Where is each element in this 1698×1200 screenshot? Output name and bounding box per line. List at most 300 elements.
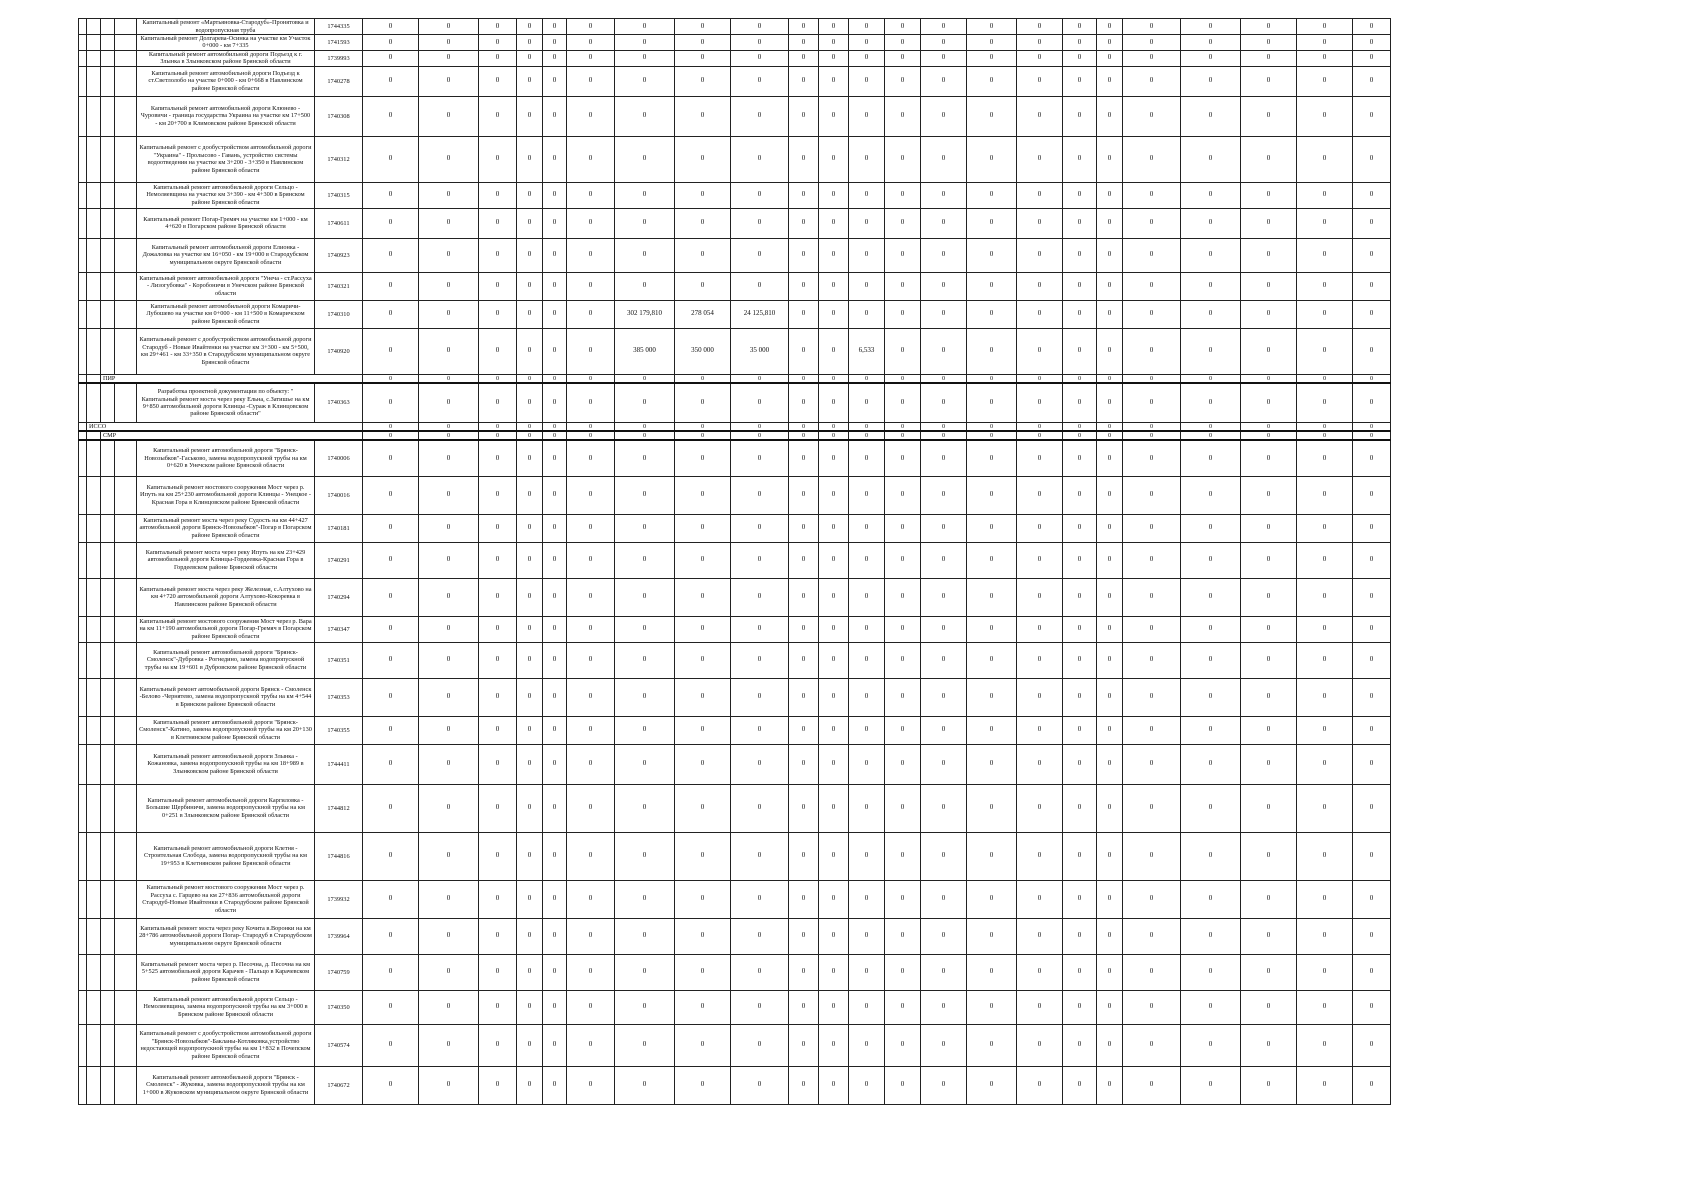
empty-cell [87,328,101,374]
value-cell: 0 [1181,880,1241,918]
value-cell: 0 [849,918,885,954]
value-cell: 0 [479,542,517,578]
value-cell: 0 [849,300,885,328]
value-cell: 0 [1297,1066,1353,1104]
value-cell: 0 [789,514,819,542]
value-cell: 0 [921,542,967,578]
value-cell: 0 [479,35,517,51]
value-cell: 0 [567,678,615,716]
value-cell: 0 [363,19,419,35]
value-cell: 0 [675,431,731,440]
object-code-cell: 1740920 [315,328,363,374]
empty-cell [87,383,101,423]
object-code-cell: 1740312 [315,136,363,182]
value-cell: 0 [731,272,789,300]
empty-cell [79,272,87,300]
empty-cell [87,954,101,990]
value-cell: 0 [819,578,849,616]
empty-cell [79,182,87,208]
value-cell: 0 [885,182,921,208]
value-cell: 0 [1097,383,1123,423]
value-cell: 302 179,810 [615,300,675,328]
value-cell: 0 [567,182,615,208]
value-cell: 0 [1297,35,1353,51]
value-cell: 0 [1063,374,1097,383]
value-cell: 0 [543,182,567,208]
empty-cell [115,19,137,35]
value-cell: 0 [1123,136,1181,182]
empty-cell [87,374,101,383]
value-cell: 0 [1353,136,1391,182]
empty-cell [79,542,87,578]
value-cell: 24 125,810 [731,300,789,328]
value-cell: 0 [1297,300,1353,328]
table-row [79,716,1391,744]
empty-cell [79,431,87,440]
value-cell: 0 [1063,918,1097,954]
value-cell: 0 [615,96,675,136]
value-cell: 0 [731,716,789,744]
value-cell: 0 [967,328,1017,374]
value-cell: 0 [1097,182,1123,208]
table-row [79,678,1391,716]
empty-cell [101,880,115,918]
value-cell: 0 [1063,19,1097,35]
object-name-cell: Капитальный ремонт моста через реку Кочита в.Воронки на км 28+786 автомобильной дороги Погар- Стародуб в Стародубском муниципальном округе Брянской области [137,918,315,954]
value-cell: 0 [1123,50,1181,66]
value-cell: 0 [675,238,731,272]
value-cell: 0 [1241,35,1297,51]
value-cell: 0 [1097,66,1123,96]
empty-cell [87,744,101,784]
value-cell: 0 [1181,832,1241,880]
value-cell: 0 [363,514,419,542]
value-cell: 0 [1063,182,1097,208]
value-cell: 0 [1097,642,1123,678]
value-cell: 350 000 [675,328,731,374]
value-cell: 0 [567,990,615,1024]
value-cell: 0 [1241,440,1297,476]
value-cell: 0 [819,208,849,238]
value-cell: 0 [1097,136,1123,182]
value-cell: 0 [967,208,1017,238]
value-cell: 0 [543,238,567,272]
value-cell: 0 [1123,440,1181,476]
value-cell: 0 [1017,1066,1063,1104]
value-cell: 0 [1097,954,1123,990]
empty-cell [87,1066,101,1104]
empty-cell [115,514,137,542]
value-cell: 0 [921,716,967,744]
object-code-cell: 1740759 [315,954,363,990]
value-cell: 0 [1097,990,1123,1024]
value-cell: 0 [921,66,967,96]
value-cell: 0 [819,832,849,880]
value-cell: 0 [517,616,543,642]
value-cell: 0 [1181,616,1241,642]
value-cell: 0 [1353,578,1391,616]
value-cell: 0 [1297,19,1353,35]
value-cell: 0 [967,1024,1017,1066]
value-cell: 0 [1181,423,1241,432]
value-cell: 0 [363,300,419,328]
value-cell: 0 [1241,744,1297,784]
value-cell: 0 [1123,990,1181,1024]
value-cell: 0 [789,182,819,208]
value-cell: 0 [1353,238,1391,272]
empty-cell [101,136,115,182]
value-cell: 0 [967,880,1017,918]
value-cell: 0 [363,744,419,784]
value-cell: 0 [363,182,419,208]
value-cell: 0 [1063,431,1097,440]
value-cell: 0 [731,208,789,238]
empty-cell [79,716,87,744]
value-cell: 0 [789,542,819,578]
value-cell: 0 [517,642,543,678]
value-cell: 0 [419,35,479,51]
value-cell: 0 [479,238,517,272]
value-cell: 0 [921,678,967,716]
value-cell: 0 [731,832,789,880]
value-cell: 0 [1353,440,1391,476]
empty-cell [101,784,115,832]
empty-cell [115,440,137,476]
value-cell: 0 [1353,784,1391,832]
value-cell: 0 [1241,954,1297,990]
value-cell: 0 [1181,954,1241,990]
value-cell: 0 [789,954,819,990]
value-cell: 0 [543,990,567,1024]
value-cell: 0 [543,423,567,432]
value-cell: 0 [731,136,789,182]
object-code-cell: 1740923 [315,238,363,272]
empty-cell [101,616,115,642]
object-name-cell: Капитальный ремонт мостового сооружения Мост через р. Ипуть на км 25+230 автомобильной дороги Клинцы - Унецкое - Красная Гора в Клинцовском районе Брянской области [137,476,315,514]
value-cell: 0 [419,272,479,300]
value-cell: 0 [479,136,517,182]
object-code-cell: 1740315 [315,182,363,208]
value-cell: 0 [1181,990,1241,1024]
empty-cell [115,136,137,182]
value-cell: 0 [819,1066,849,1104]
empty-cell [115,66,137,96]
value-cell: 0 [1017,642,1063,678]
value-cell: 0 [1097,1024,1123,1066]
value-cell: 0 [885,1024,921,1066]
value-cell: 0 [789,716,819,744]
value-cell: 0 [1181,66,1241,96]
value-cell: 0 [363,423,419,432]
table-row [79,182,1391,208]
value-cell: 0 [675,19,731,35]
value-cell: 0 [921,832,967,880]
value-cell: 0 [1297,642,1353,678]
value-cell: 0 [921,616,967,642]
value-cell: 0 [567,66,615,96]
empty-cell [79,880,87,918]
value-cell: 0 [1353,66,1391,96]
empty-cell [87,616,101,642]
value-cell: 0 [1297,578,1353,616]
value-cell: 0 [567,374,615,383]
empty-cell [87,50,101,66]
value-cell: 0 [1097,300,1123,328]
value-cell: 0 [419,328,479,374]
value-cell: 0 [819,616,849,642]
value-cell: 0 [1123,578,1181,616]
empty-cell [115,880,137,918]
value-cell: 0 [1097,328,1123,374]
value-cell: 0 [849,136,885,182]
table-row [79,542,1391,578]
value-cell: 0 [479,616,517,642]
value-cell: 0 [517,374,543,383]
value-cell: 0 [1353,954,1391,990]
value-cell: 0 [819,182,849,208]
value-cell: 0 [1353,832,1391,880]
empty-cell [101,383,115,423]
value-cell: 0 [1063,832,1097,880]
value-cell: 0 [1097,35,1123,51]
empty-cell [79,784,87,832]
empty-cell [101,642,115,678]
value-cell: 0 [885,744,921,784]
value-cell: 0 [731,423,789,432]
empty-cell [101,1024,115,1066]
empty-cell [115,678,137,716]
value-cell: 0 [363,716,419,744]
value-cell: 0 [567,542,615,578]
value-cell: 0 [819,678,849,716]
value-cell: 0 [1181,716,1241,744]
empty-cell [115,542,137,578]
empty-cell [87,542,101,578]
object-code-cell: 1741593 [315,35,363,51]
value-cell: 0 [885,300,921,328]
empty-cell [115,328,137,374]
empty-cell [101,578,115,616]
value-cell: 0 [921,578,967,616]
empty-cell [87,431,101,440]
value-cell: 0 [819,50,849,66]
value-cell: 0 [967,716,1017,744]
value-cell: 0 [885,431,921,440]
value-cell: 0 [1353,374,1391,383]
object-code-cell: 1744335 [315,19,363,35]
value-cell: 0 [615,616,675,642]
object-code-cell: 1740016 [315,476,363,514]
value-cell: 0 [1241,96,1297,136]
object-name-cell: Капитальный ремонт автомобильной дороги Сельцо - Немоляевщина на участке км 3+390 - км 4+300 в Брянском районе Брянской области [137,182,315,208]
empty-cell [115,300,137,328]
value-cell: 0 [1063,300,1097,328]
value-cell: 0 [675,744,731,784]
empty-cell [79,50,87,66]
table-row [79,19,1391,35]
table-row [79,440,1391,476]
table-row [79,642,1391,678]
value-cell: 0 [885,678,921,716]
value-cell: 0 [363,96,419,136]
value-cell: 0 [615,50,675,66]
value-cell: 0 [1241,918,1297,954]
value-cell: 0 [967,374,1017,383]
value-cell: 0 [731,616,789,642]
value-cell: 0 [1063,716,1097,744]
value-cell: 0 [731,19,789,35]
value-cell: 0 [1063,1024,1097,1066]
value-cell: 0 [615,182,675,208]
value-cell: 0 [849,374,885,383]
value-cell: 0 [1181,328,1241,374]
value-cell: 0 [479,272,517,300]
value-cell: 0 [731,182,789,208]
value-cell: 0 [363,678,419,716]
value-cell: 0 [1097,1066,1123,1104]
value-cell: 0 [675,476,731,514]
value-cell: 0 [567,616,615,642]
value-cell: 0 [675,918,731,954]
value-cell: 0 [1181,136,1241,182]
value-cell: 0 [789,678,819,716]
value-cell: 0 [567,784,615,832]
empty-cell [115,716,137,744]
empty-cell [115,642,137,678]
table-row [79,880,1391,918]
value-cell: 0 [675,990,731,1024]
value-cell: 0 [1063,990,1097,1024]
object-name-cell: Капитальный ремонт Погар-Гремяч на участке км 1+000 - км 4+620 в Погарском районе Брянской области [137,208,315,238]
value-cell: 0 [1063,50,1097,66]
value-cell: 0 [819,423,849,432]
value-cell: 0 [731,50,789,66]
value-cell: 0 [789,616,819,642]
value-cell: 0 [731,784,789,832]
value-cell: 0 [1063,542,1097,578]
empty-cell [115,35,137,51]
value-cell: 0 [363,476,419,514]
value-cell: 0 [885,578,921,616]
value-cell: 0 [675,272,731,300]
value-cell: 0 [1297,238,1353,272]
value-cell: 0 [1297,880,1353,918]
empty-cell [87,578,101,616]
empty-cell [101,954,115,990]
value-cell: 0 [1181,514,1241,542]
value-cell: 0 [1297,616,1353,642]
value-cell: 0 [731,35,789,51]
value-cell: 0 [1017,744,1063,784]
value-cell: 0 [675,1024,731,1066]
object-code-cell: 1740006 [315,440,363,476]
value-cell: 0 [819,440,849,476]
value-cell: 0 [567,514,615,542]
value-cell: 0 [1241,642,1297,678]
value-cell: 0 [819,784,849,832]
value-cell: 0 [543,716,567,744]
object-code-cell: 1744411 [315,744,363,784]
object-code-cell: 1740363 [315,383,363,423]
value-cell: 0 [1123,476,1181,514]
empty-cell [115,50,137,66]
value-cell: 0 [543,744,567,784]
value-cell: 0 [921,383,967,423]
value-cell: 0 [675,578,731,616]
value-cell: 0 [1241,678,1297,716]
object-name-cell: Капитальный ремонт автомобильной дороги "Брянск-Смоленск"-Дубровка - Рогнедино, замена водопропускной трубы на км 19+601 в Дубровском районе Брянской области [137,642,315,678]
value-cell: 0 [543,954,567,990]
value-cell: 0 [1097,96,1123,136]
value-cell: 0 [363,431,419,440]
value-cell: 0 [543,136,567,182]
value-cell: 0 [731,238,789,272]
empty-cell [101,300,115,328]
value-cell: 0 [419,136,479,182]
value-cell: 0 [789,19,819,35]
value-cell: 0 [615,784,675,832]
value-cell: 0 [615,208,675,238]
value-cell: 0 [885,642,921,678]
value-cell: 0 [731,96,789,136]
value-cell: 0 [517,514,543,542]
value-cell: 0 [885,954,921,990]
value-cell: 0 [1297,423,1353,432]
value-cell: 0 [517,832,543,880]
value-cell: 0 [1063,66,1097,96]
value-cell: 0 [1123,35,1181,51]
value-cell: 0 [517,431,543,440]
value-cell: 0 [967,476,1017,514]
value-cell: 0 [1241,19,1297,35]
empty-cell [115,954,137,990]
value-cell: 0 [543,542,567,578]
value-cell: 0 [921,476,967,514]
value-cell: 0 [615,954,675,990]
value-cell: 0 [1017,784,1063,832]
value-cell: 0 [1241,716,1297,744]
value-cell: 0 [789,1066,819,1104]
value-cell: 0 [1241,328,1297,374]
value-cell: 0 [731,440,789,476]
value-cell: 0 [675,1066,731,1104]
object-code-cell: 1740321 [315,272,363,300]
value-cell: 0 [1353,272,1391,300]
value-cell: 0 [615,423,675,432]
value-cell: 35 000 [731,328,789,374]
object-code-cell: 1740350 [315,990,363,1024]
value-cell: 0 [1123,1066,1181,1104]
value-cell: 0 [1123,642,1181,678]
value-cell: 0 [543,19,567,35]
value-cell: 0 [615,514,675,542]
object-code-cell: 1740294 [315,578,363,616]
value-cell: 0 [517,328,543,374]
empty-cell [87,990,101,1024]
value-cell: 0 [567,328,615,374]
table-row [79,136,1391,182]
value-cell: 0 [479,423,517,432]
value-cell: 0 [1353,96,1391,136]
value-cell: 0 [517,383,543,423]
table-row [79,1024,1391,1066]
value-cell: 0 [789,300,819,328]
empty-cell [87,66,101,96]
value-cell: 0 [419,208,479,238]
value-cell: 0 [849,578,885,616]
value-cell: 0 [1063,744,1097,784]
value-cell: 0 [1181,784,1241,832]
